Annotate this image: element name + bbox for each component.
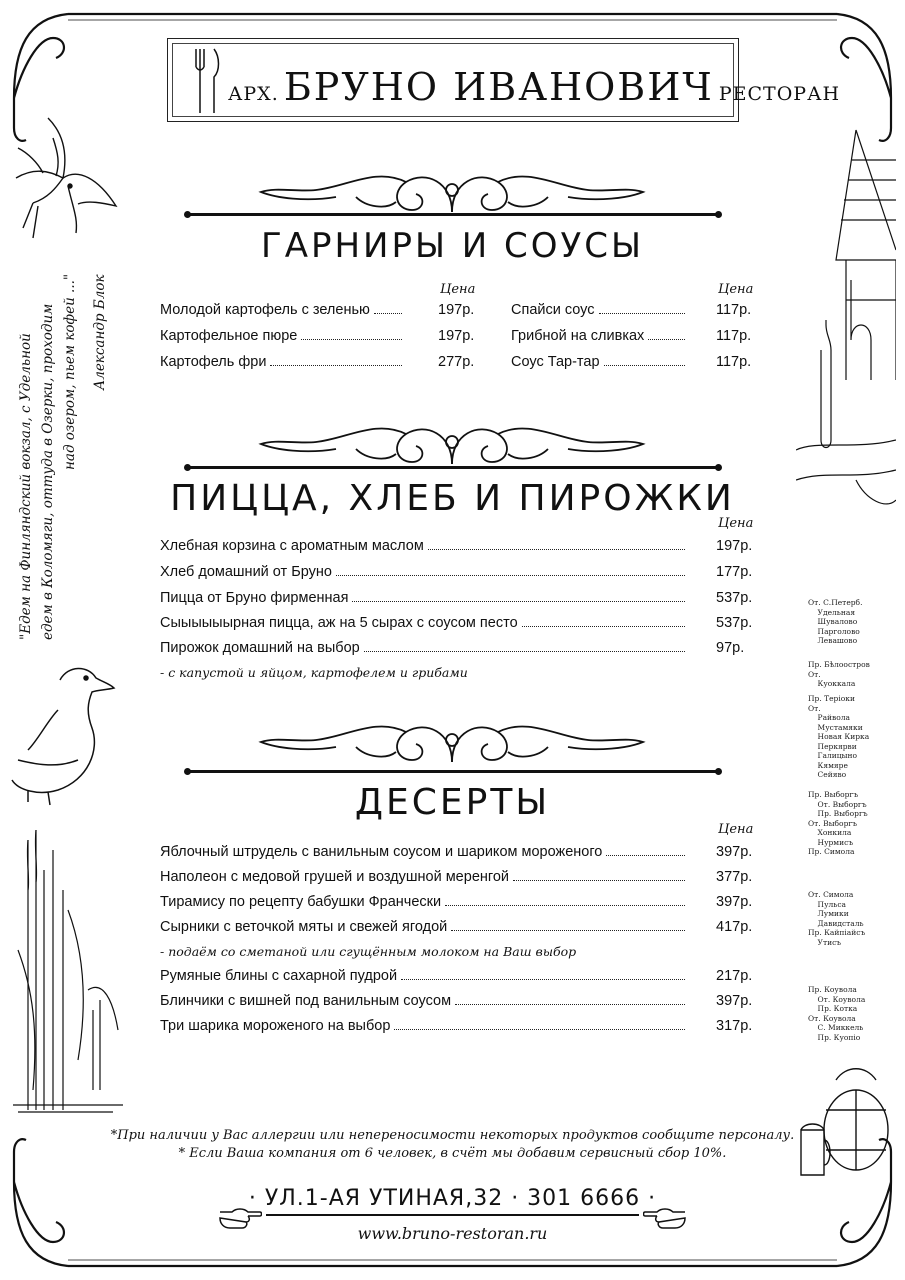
item-price: 377р. xyxy=(716,869,753,885)
section-title-garnish: ГАРНИРЫ И СОУСЫ xyxy=(260,226,644,266)
item-name: Соус Тар-тар xyxy=(511,354,600,370)
item-name: Яблочный штрудель с ванильным соусом и шариком мороженого xyxy=(160,844,603,860)
item-price: 197р. xyxy=(438,302,475,318)
timetable-block-5: От. Симола Пульса Лумики Давидсталь Пр. Кайпiайсъ Утисъ xyxy=(808,890,866,947)
section-rule-3 xyxy=(188,770,718,773)
quote-line-2: едем в Коломяги, оттуда в Озерки, проходим xyxy=(40,303,56,640)
item-name: Грибной на сливках xyxy=(511,328,645,344)
item-price: 217р. xyxy=(716,968,753,984)
fork-knife-icon xyxy=(190,47,224,115)
pointing-hand-left-icon xyxy=(643,1204,687,1230)
item-price: 277р. xyxy=(438,354,475,370)
item-name: Сыыыыыырная пицца, аж на 5 сырах с соусом песто xyxy=(160,615,518,631)
allergy-note: *При наличии у Вас аллергии или непереносимости некоторых продуктов сообщите персоналу. xyxy=(110,1128,795,1143)
rule-dot xyxy=(715,211,722,218)
baroque-ornament-1 xyxy=(256,162,648,220)
item-name: Хлеб домашний от Бруно xyxy=(160,564,332,580)
item-price: 417р. xyxy=(716,919,753,935)
baroque-ornament-2 xyxy=(256,414,648,472)
menu-item xyxy=(160,894,691,910)
item-name: Сырники с веточкой мяты и свежей ягодой xyxy=(160,919,448,935)
price-head: Цена xyxy=(718,516,754,531)
item-name: Молодой картофель с зеленью xyxy=(160,302,370,318)
price-head: Цена xyxy=(718,822,754,837)
item-price: 117р. xyxy=(716,328,752,344)
item-name: Наполеон с медовой грушей и воздушной меренгой xyxy=(160,869,510,885)
restaurant-header xyxy=(167,38,841,122)
barrel-mug-illustration xyxy=(796,1060,896,1180)
website-link[interactable]: www.bruno-restoran.ru xyxy=(357,1224,548,1243)
rule-dot xyxy=(184,768,191,775)
menu-item xyxy=(160,968,691,984)
item-name: Картофель фри xyxy=(160,354,267,370)
timetable-block-4: Пр. Выборгъ От. Выборгъ Пр. Выборгъ От. Выборгъ Хонкила Нурмисъ Пр. Симола xyxy=(808,790,868,856)
header-prefix: АРХ. xyxy=(228,83,279,105)
header-text xyxy=(228,65,840,109)
menu-item xyxy=(160,590,691,606)
restaurant-name: БРУНО ИВАНОВИЧ xyxy=(283,65,714,109)
menu-item xyxy=(160,869,691,885)
section-title-pizza: ПИЦЦА, ХЛЕБ И ПИРОЖКИ xyxy=(170,478,735,519)
baroque-ornament-3 xyxy=(256,712,648,770)
timetable-block-3: Пр. Терiоки От. Райвола Мустамяки Новая Кирка Перкярви Галицыно Кямяре Сейяво xyxy=(808,694,870,779)
menu-item xyxy=(511,328,691,344)
item-price: 177р. xyxy=(716,564,753,580)
item-note: - с капустой и яйцом, картофелем и грибами xyxy=(160,665,468,680)
timetable-block-6: Пр. Коувола От. Коувола Пр. Котка От. Коувола С. Миккель Пр. Куопiо xyxy=(808,985,866,1042)
menu-item xyxy=(160,1018,691,1034)
section-title-desserts: ДЕСЕРТЫ xyxy=(354,782,551,823)
menu-item xyxy=(511,302,691,318)
item-name: Хлебная корзина с ароматным маслом xyxy=(160,538,424,554)
address-phone: · УЛ.1-АЯ УТИНАЯ,32 · 301 6666 · xyxy=(248,1186,657,1211)
item-price: 97р. xyxy=(716,640,745,656)
section-rule-2 xyxy=(188,466,718,469)
section-rule-1 xyxy=(188,213,718,216)
quote-line-3: над озером, пьем кофей ..." xyxy=(62,273,78,470)
quote-author: Александр Блок xyxy=(92,274,108,390)
item-name: Румяные блины с сахарной пудрой xyxy=(160,968,398,984)
item-price: 397р. xyxy=(716,844,753,860)
service-fee-note: * Если Ваша компания от 6 человек, в счёт мы добавим сервисный сбор 10%. xyxy=(178,1146,727,1161)
rule-dot xyxy=(715,768,722,775)
item-price: 197р. xyxy=(438,328,475,344)
tower-illustration xyxy=(796,120,896,520)
header-suffix: РЕСТОРАН xyxy=(718,83,841,105)
reeds-illustration xyxy=(8,830,128,1120)
menu-item xyxy=(511,354,691,370)
menu-item xyxy=(160,328,408,344)
item-price: 117р. xyxy=(716,354,752,370)
price-head: Цена xyxy=(440,282,476,297)
menu-item xyxy=(160,993,691,1009)
item-note: - подаём со сметаной или сгущённым молоком на Ваш выбор xyxy=(160,944,577,959)
price-head: Цена xyxy=(718,282,754,297)
item-price: 397р. xyxy=(716,993,753,1009)
menu-item xyxy=(160,538,691,554)
item-name: Пирожок домашний на выбор xyxy=(160,640,360,656)
item-price: 537р. xyxy=(716,590,753,606)
item-name: Спайси соус xyxy=(511,302,595,318)
menu-item xyxy=(160,354,408,370)
item-price: 537р. xyxy=(716,615,753,631)
item-name: Картофельное пюре xyxy=(160,328,298,344)
rule-dot xyxy=(184,211,191,218)
item-price: 117р. xyxy=(716,302,752,318)
footer-rule xyxy=(266,1214,639,1216)
rule-dot xyxy=(184,464,191,471)
menu-item xyxy=(160,302,408,318)
menu-item xyxy=(160,640,691,656)
item-name: Пицца от Бруно фирменная xyxy=(160,590,349,606)
menu-item xyxy=(160,844,691,860)
item-price: 397р. xyxy=(716,894,753,910)
timetable-block-2: Пр. Бѣлоостров От. Куоккала xyxy=(808,660,870,688)
rule-dot xyxy=(715,464,722,471)
menu-item xyxy=(160,615,691,631)
item-name: Тирамису по рецепту бабушки Франчески xyxy=(160,894,442,910)
item-name: Блинчики с вишней под ванильным соусом xyxy=(160,993,452,1009)
timetable-block-1: От. С.Петерб. Удельная Шувалово Парголово Левашово xyxy=(808,598,863,645)
menu-item xyxy=(160,564,691,580)
item-name: Три шарика мороженого на выбор xyxy=(160,1018,391,1034)
menu-item xyxy=(160,919,691,935)
item-price: 197р. xyxy=(716,538,753,554)
quote-line-1: "Едем на Финляндский вокзал, с Удельной xyxy=(18,333,34,640)
item-price: 317р. xyxy=(716,1018,753,1034)
